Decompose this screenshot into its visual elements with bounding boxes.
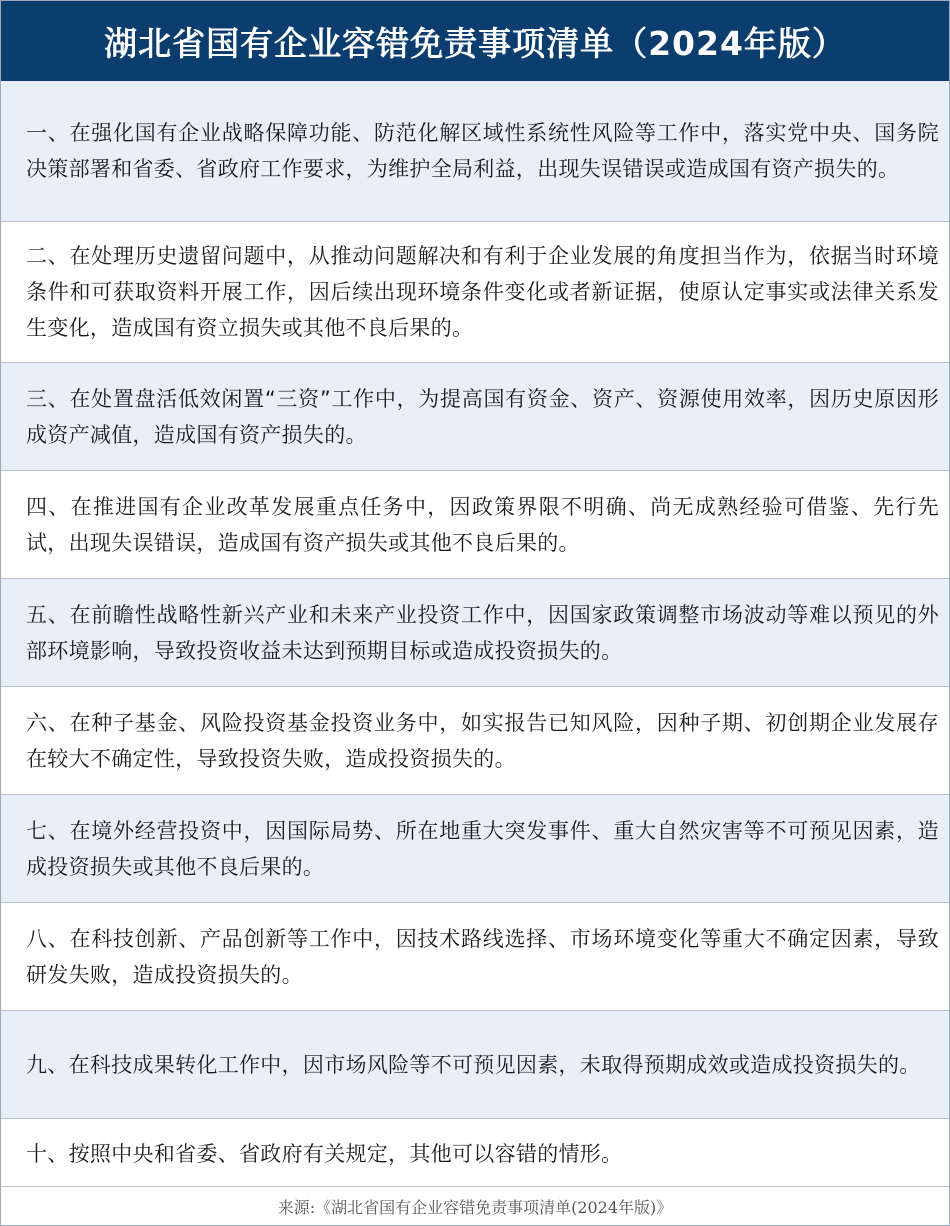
list-item-text: 七、在境外经营投资中，因国际局势、所在地重大突发事件、重大自然灾害等不可预见因素，造成投资损失或其他不良后果的。 [26, 818, 939, 879]
item-list [1, 81, 949, 1189]
list-item [1, 81, 949, 222]
list-item-text: 八、在科技创新、产品创新等工作中，因技术路线选择、市场环境变化等重大不确定因素，导致研发失败，造成投资损失的。 [26, 926, 939, 987]
list-item-text: 十、按照中央和省委、省政府有关规定，其他可以容错的情形。 [26, 1142, 623, 1166]
list-item [1, 471, 949, 579]
list-item [1, 795, 949, 903]
list-item-text: 三、在处置盘活低效闲置“三资”工作中，为提高国有资金、资产、资源使用效率，因历史原因形成资产减值，造成国有资产损失的。 [26, 386, 939, 447]
list-item-text: 一、在强化国有企业战略保障功能、防范化解区域性系统性风险等工作中，落实党中央、国务院决策部署和省委、省政府工作要求，为维护全局利益，出现失误错误或造成国有资产损失的。 [26, 121, 939, 181]
list-item [1, 1011, 949, 1119]
source-footer [1, 1186, 949, 1225]
list-item [1, 579, 949, 687]
page-title: 湖北省国有企业容错免责事项清单（2024年版） [104, 23, 846, 63]
source-caption: 来源:《湖北省国有企业容错免责事项清单(2024年版)》 [277, 1197, 673, 1217]
list-item [1, 1119, 949, 1189]
title-banner [1, 1, 949, 81]
list-item [1, 903, 949, 1011]
list-item [1, 687, 949, 795]
list-item-text: 九、在科技成果转化工作中，因市场风险等不可预见因素，未取得预期成效或造成投资损失的。 [26, 1052, 921, 1077]
list-item-text: 四、在推进国有企业改革发展重点任务中，因政策界限不明确、尚无成熟经验可借鉴、先行先试，出现失误错误，造成国有资产损失或其他不良后果的。 [26, 494, 939, 555]
list-item [1, 222, 949, 363]
list-item-text: 五、在前瞻性战略性新兴产业和未来产业投资工作中，因国家政策调整市场波动等难以预见的外部环境影响，导致投资收益未达到预期目标或造成投资损失的。 [26, 602, 939, 663]
list-item-text: 二、在处理历史遗留问题中，从推动问题解决和有利于企业发展的角度担当作为，依据当时环境条件和可获取资料开展工作，因后续出现环境条件变化或者新证据，使原认定事实或法律关系发生变化，造成国有资立损失或其他不良后果的。 [26, 244, 939, 340]
list-item-text: 六、在种子基金、风险投资基金投资业务中，如实报告已知风险，因种子期、初创期企业发展存在较大不确定性，导致投资失败，造成投资损失的。 [26, 710, 939, 771]
list-item [1, 363, 949, 471]
